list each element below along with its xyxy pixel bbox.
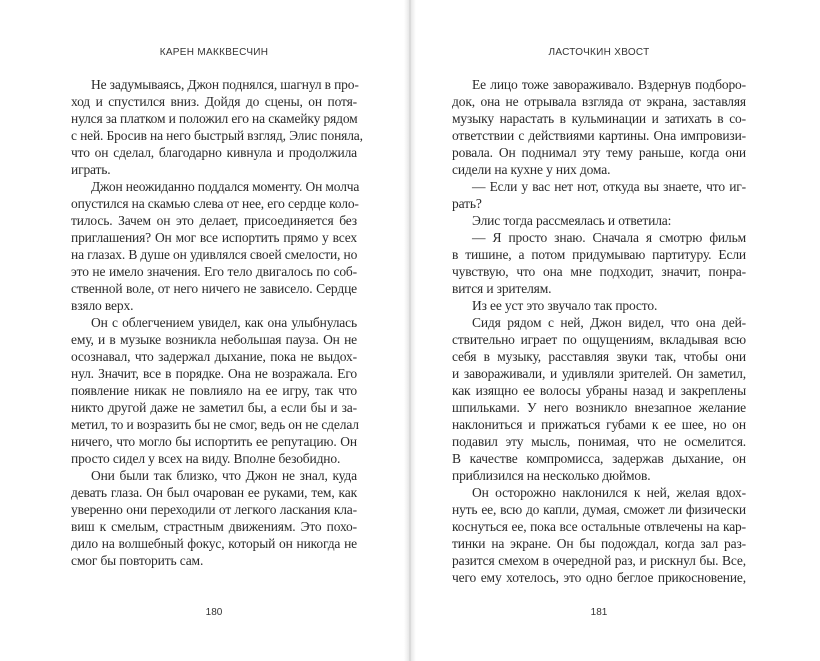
text-line: просто сидел у всех на виду. Вполне безобидно.: [71, 451, 341, 466]
text-line: Из ее уст это звучало так просто.: [472, 298, 658, 313]
text-line: Джон неожиданно поддался моменту. Он молча: [91, 179, 360, 194]
text-line: рать?: [452, 196, 482, 211]
text-line: подавил эту мысль, понимая, что не осмелится.: [452, 434, 746, 449]
text-line: Сидя рядом с ней, Джон видел, что она дей-: [472, 315, 746, 330]
text-line: Ее лицо тоже завораживало. Вздернув подборо-: [472, 77, 746, 92]
paragraph: [71, 76, 363, 178]
text-line: чувствую, что она мне подходит, значит, понра-: [452, 264, 746, 279]
text-line: Элис тогда рассмеялась и ответила:: [472, 213, 672, 228]
text-line: тилось. Зачем он это делает, присоединяется без: [71, 213, 357, 228]
text-line: шпильками. У него возникло внезапное желание: [452, 400, 746, 415]
text-line: виш к смелым, страстным движениям. Это похо-: [71, 519, 357, 534]
text-line: наклониться и прижаться губами к ее шее, но он: [452, 417, 746, 432]
text-line: приблизился на несколько дюймов.: [452, 468, 651, 483]
text-line: играть.: [71, 162, 111, 177]
text-line: ему, и в музыке возникла небольшая пауза. Он не: [71, 332, 357, 347]
text-line: никто другой даже не заметил бы, а если бы и за-: [71, 400, 357, 415]
text-line: — Если у вас нет нот, откуда вы знаете, что иг-: [472, 179, 746, 194]
text-line: приглашения? Он мог все испортить прямо у всех: [71, 230, 357, 245]
text-line: появление никак не повлияло на ее игру, так что: [71, 383, 357, 398]
text-line: в тишине, а потом придумываю партитуру. Если: [452, 247, 746, 262]
text-line: осознавал, что задержал дыхание, пока не выдох-: [71, 349, 357, 364]
paragraph: [452, 484, 746, 586]
text-line: нулся за платком и положил его на скамейку рядом: [71, 111, 358, 126]
text-line: ответствии с действиями картины. Она импровизи-: [452, 128, 746, 143]
text-line: опустился на скамью слева от нее, его сердце коло-: [71, 196, 359, 211]
text-line: Не задумываясь, Джон поднялся, шагнул в про-: [91, 77, 359, 92]
paragraph: [71, 467, 357, 569]
text-line: нуть ее, всю до капли, думая, сможет ли физически: [452, 502, 746, 517]
text-line: В качестве компромисса, задержав дыхание, он: [452, 451, 746, 466]
text-line: ственной воле, от него ничего не зависело. Сердце: [71, 281, 357, 296]
body-text: [452, 76, 746, 586]
text-line: метил, то и возразить бы не смог, ведь он не сделал: [71, 417, 359, 432]
paragraph: [452, 229, 746, 297]
text-line: Они были так близко, что Джон не знал, куда: [91, 468, 357, 483]
page-number: 180: [205, 607, 223, 618]
text-line: ствительно играет по ощущениям, вкладывая всю: [452, 332, 746, 347]
text-line: себя в музыку, расставляя звуки так, чтобы они: [452, 349, 746, 364]
text-line: коснуться ее, пока все остальные отвлечены на кар-: [452, 519, 746, 534]
right-page: [410, 0, 820, 661]
text-line: Он осторожно наклонился к ней, желая вдох-: [472, 485, 746, 500]
text-line: Он с облегчением увидел, как она улыбнулась: [91, 315, 357, 330]
text-line: с ней. Бросив на него быстрый взгляд, Элис поняла,: [71, 128, 363, 143]
text-line: что он сделал, благодарно кивнула и продолжила: [71, 145, 357, 160]
body-text: [71, 76, 363, 569]
paragraph: [452, 212, 746, 229]
text-line: ничего, что могло бы испортить ее репутацию. Он: [71, 434, 357, 449]
text-line: — Я просто знаю. Сначала я смотрю фильм: [472, 230, 746, 245]
text-line: и завораживали, и удивляли зрителей. Он заметил,: [452, 366, 746, 381]
paragraph: [452, 76, 746, 178]
running-head-author: КАРЕН МАККВЕСЧИН: [159, 47, 269, 58]
text-line: вится и зрителям.: [452, 281, 552, 296]
text-line: это не имело значения. Его тело двигалось по соб-: [71, 264, 357, 279]
text-line: смог бы повторить сам.: [71, 553, 204, 568]
text-line: чего ему хотелось, это одно беглое прикосновение,: [452, 570, 746, 585]
text-line: уверенно они переходили от легкого ласкания кла-: [71, 502, 357, 517]
text-line: нул. Значит, все в порядке. Она не возражала. Его: [71, 366, 357, 381]
paragraph: [71, 314, 357, 467]
paragraph: [452, 314, 746, 484]
text-line: тинки на экране. Он бы подождал, когда зал раз-: [452, 536, 746, 551]
text-line: ровала. Он поднимал эту тему раньше, когда они: [452, 145, 746, 160]
text-line: на глазах. В душе он удивлялся своей смелости, но: [71, 247, 358, 262]
text-line: музыку нарастать в кульминации и затихать в со-: [452, 111, 746, 126]
text-line: разится смехом в очередной раз, и рискнул бы. Все,: [452, 553, 746, 568]
text-line: девать глаза. Он был очарован ее руками, тем, как: [71, 485, 357, 500]
paragraph: [71, 178, 360, 314]
text-line: ход и спустился вниз. Дойдя до сцены, он потя-: [71, 94, 357, 109]
text-line: как изящно ее волосы убраны назад и закреплены: [452, 383, 746, 398]
text-line: док, она не отрывала взгляда от экрана, заставляя: [452, 94, 746, 109]
page-number: 181: [590, 607, 608, 618]
text-line: сидели на кухне у них дома.: [452, 162, 611, 177]
text-line: взяло верх.: [71, 298, 134, 313]
paragraph: [452, 297, 746, 314]
paragraph: [452, 178, 746, 212]
running-head-title: ЛАСТОЧКИН ХВОСТ: [548, 47, 650, 58]
text-line: дило на волшебный фокус, который он никогда не: [71, 536, 357, 551]
